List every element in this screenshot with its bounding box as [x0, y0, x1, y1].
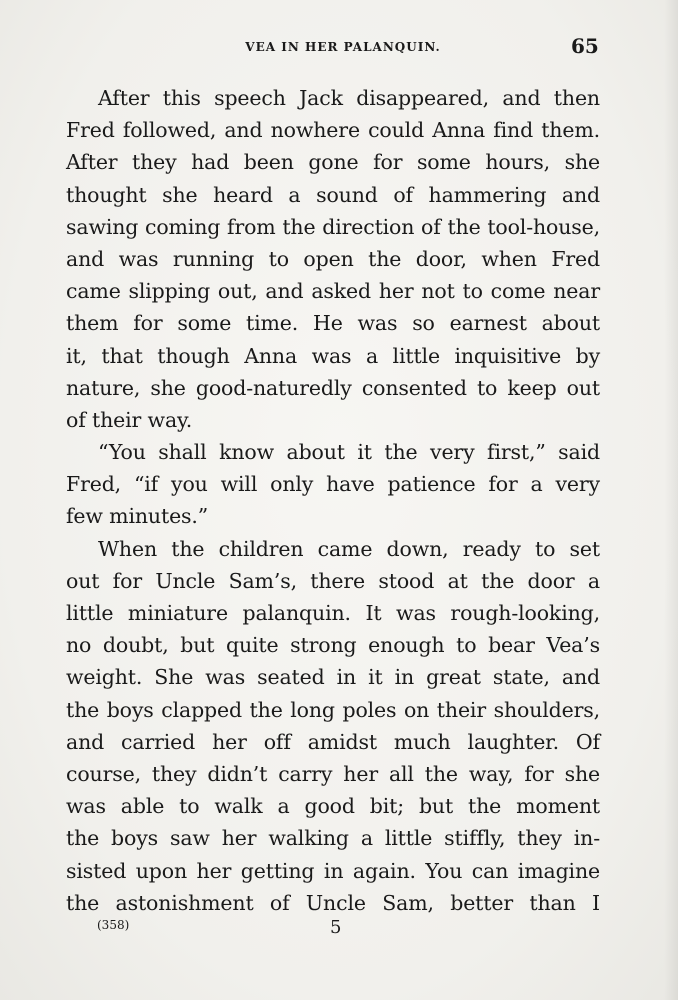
text-line: was able to walk a good bit; but the moment: [66, 794, 600, 819]
text-line: thought she heard a sound of hammering and: [66, 182, 600, 207]
text-line: came slipping out, and asked her not to come near: [66, 279, 600, 304]
text-line: the astonishment of Uncle Sam, better than I: [66, 890, 600, 915]
text-line: After they had been gone for some hours, she: [66, 150, 600, 175]
text-line: Fred, “if you will only have patience for a very: [66, 472, 600, 497]
text-line: no doubt, but quite strong enough to bear Vea’s: [66, 633, 600, 658]
text-line: little miniature palanquin. It was rough-looking,: [66, 601, 600, 625]
text-line: sisted upon her getting in again. You can imagine: [66, 858, 600, 883]
text-line: the boys clapped the long poles on their shoulders,: [66, 697, 600, 722]
text-line: course, they didn’t carry her all the way, for she: [66, 761, 600, 786]
running-title: VEA IN HER PALANQUIN.: [245, 40, 441, 54]
text-line: After this speech Jack disappeared, and then: [98, 86, 600, 110]
text-line: sawing coming from the direction of the tool-house,: [66, 214, 600, 239]
text-line: weight. She was seated in it in great state, and: [66, 665, 600, 690]
body-text: [66, 82, 600, 919]
text-line: them for some time. He was so earnest about: [66, 311, 600, 336]
text-line: and was running to open the door, when Fred: [66, 246, 600, 271]
text-line: “You shall know about it the very first,” said: [98, 440, 600, 465]
text-line: the boys saw her walking a little stiffly, they in-: [66, 826, 600, 851]
text-line: it, that though Anna was a little inquisitive by: [66, 343, 600, 368]
text-line: and carried her off amidst much laughter. Of: [66, 729, 600, 754]
text-line: Fred followed, and nowhere could Anna find them.: [66, 118, 600, 143]
text-line: out for Uncle Sam’s, there stood at the door a: [66, 568, 600, 593]
text-line: nature, she good-naturedly consented to keep out: [66, 375, 600, 400]
signature-mark: (358): [97, 918, 130, 932]
text-line: of their way.: [66, 407, 193, 432]
text-line: When the children came down, ready to set: [98, 536, 600, 561]
gathering-number: 5: [330, 917, 342, 938]
page-number: 65: [571, 34, 599, 58]
text-line: few minutes.”: [66, 504, 209, 529]
page-edge-shadow: [664, 0, 678, 1000]
